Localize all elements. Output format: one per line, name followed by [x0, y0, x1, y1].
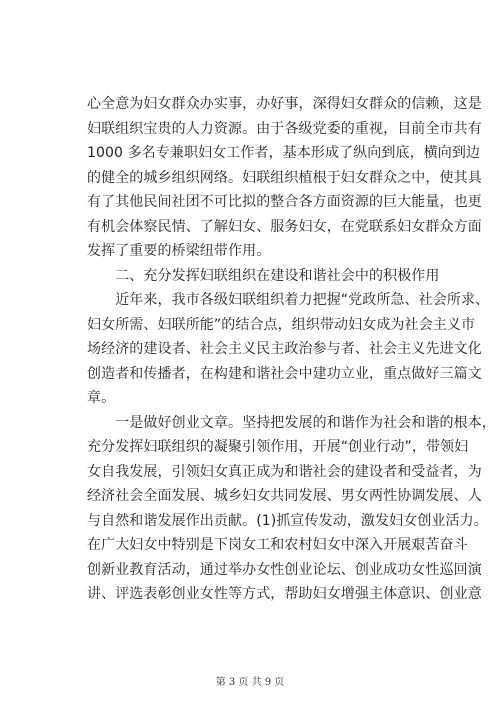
text-line: 创新业教育活动，通过举办女性创业论坛、创业成功女性巡回演 — [87, 561, 482, 578]
text-line: 讲、评选表彰创业女性等方式，帮助妇女增强主体意识、创业意 — [87, 586, 482, 602]
text-line: 与自然和谐发展作出贡献。(1)抓宣传发动，激发妇女创业活力。 — [87, 512, 488, 529]
text-line: 妇女所需、妇联所能”的结合点，组织带动妇女成为社会主义市 — [87, 316, 476, 333]
page-footer: 第 3 页 共 9 页 — [215, 677, 285, 688]
text-line: 经济社会全面发展、城乡妇女共同发展、男女两性协调发展、人 — [87, 488, 482, 504]
text-line: 一是做好创业文章。坚持把发展的和谐作为社会和谐的根本， — [87, 414, 496, 431]
document-body — [87, 92, 496, 607]
text-line: 有了其他民间社团不可比拟的整合各方面资源的巨大能量，也更 — [87, 194, 482, 210]
text-line: 妇联组织宝贵的人力资源。由于各级党委的重视，目前全市共有 — [87, 120, 482, 137]
text-line: 心全意为妇女群众办实事，办好事，深得妇女群众的信赖，这是 — [87, 96, 482, 112]
text-line: 章。 — [87, 390, 116, 406]
section-heading: 二、充分发挥妇联组织在建设和谐社会中的积极作用 — [87, 267, 440, 284]
text-line: 场经济的建设者、社会主义民主政治参与者、社会主义先进文化 — [87, 341, 482, 357]
text-line: 创造者和传播者，在构建和谐社会中建功立业，重点做好三篇文 — [87, 365, 482, 382]
text-line: 发挥了重要的桥梁纽带作用。 — [87, 243, 271, 259]
text-line: 的健全的城乡组织网络。妇联组织植根于妇女群众之中，使其具 — [87, 169, 482, 186]
text-line: 1000 多名专兼职妇女工作者，基本形成了纵向到底，横向到边 — [87, 145, 481, 161]
text-line: 在广大妇女中特别是下岗女工和农村妇女中深入开展艰苦奋斗 — [87, 537, 468, 553]
text-line: 近年来，我市各级妇联组织着力把握“党政所急、社会所求、 — [87, 292, 490, 308]
text-line: 充分发挥妇联组织的凝聚引领作用，开展“创业行动”，带领妇 — [87, 439, 469, 455]
text-line: 有机会体察民情、了解妇女、服务妇女，在党联系妇女群众方面 — [87, 218, 482, 235]
text-line: 女自我发展，引领妇女真正成为和谐社会的建设者和受益者，为 — [87, 463, 482, 480]
